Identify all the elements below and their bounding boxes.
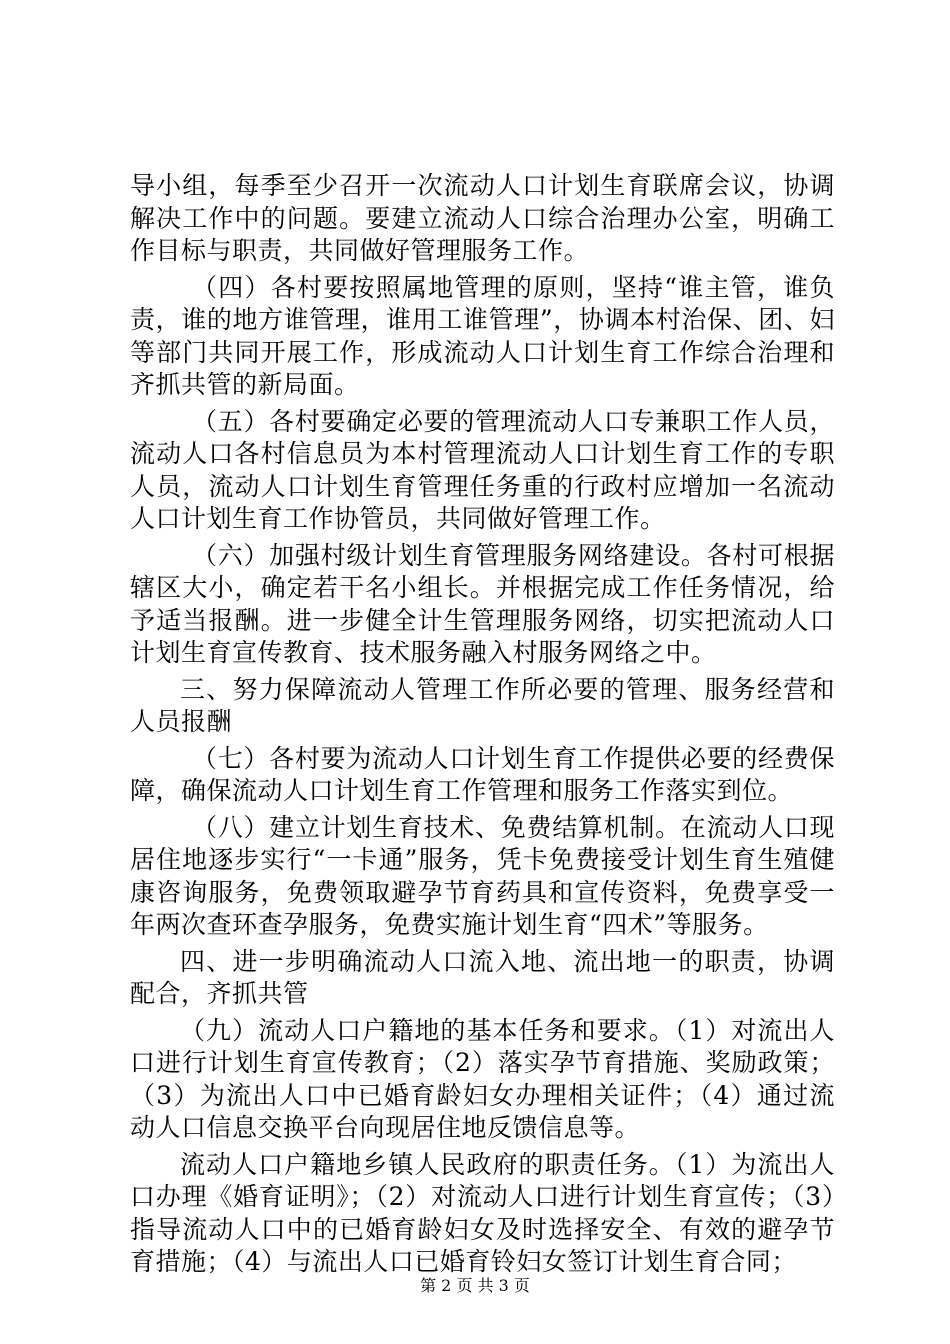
document-body: [130, 170, 835, 1279]
paragraph-item-7: （七）各村要为流动人口计划生育工作提供必要的经费保障，确保流动人口计划生育工作管理和服务工作落实到位。: [130, 743, 835, 805]
paragraph-item-5: （五）各村要确定必要的管理流动人口专兼职工作人员，流动人口各村信息员为本村管理流动人口计划生育工作的专职人员，流动人口计划生育管理任务重的行政村应增加一名流动人口计划生育工作协管员，共同做好管理工作。: [130, 406, 835, 533]
paragraph-continuation: 导小组，每季至少召开一次流动人口计划生育联席会议，协调解决工作中的问题。要建立流动人口综合治理办公室，明确工作目标与职责，共同做好管理服务工作。: [130, 171, 835, 265]
paragraph-item-6: （六）加强村级计划生育管理服务网络建设。各村可根据辖区大小，确定若干名小组长。并根据完成工作任务情况，给予适当报酬。进一步健全计生管理服务网络，切实把流动人口计划生育宣传教育、技术服务融入村服务网络之中。: [130, 540, 835, 667]
page-number-footer: 第 2 页 共 3 页: [420, 1276, 530, 1295]
paragraph-item-9: （九）流动人口户籍地的基本任务和要求。（1）对流出人口进行计划生育宣传教育；（2）落实孕节育措施、奖励政策；（3）为流出人口中已婚育龄妇女办理相关证件；（4）通过流动人口信息交换平台向现居住地反馈信息等。: [130, 1015, 835, 1142]
paragraph-duties: 流动人口户籍地乡镇人民政府的职责任务。（1）为流出人口办理《婚育证明》；（2）对流动人口进行计划生育宣传；（3）指导流动人口中的已婚育龄妇女及时选择安全、有效的避孕节育措施；（4）与流出人口已婚育铃妇女签订计划生育合同；: [130, 1149, 835, 1276]
section-heading-4: 四、进一步明确流动人口流入地、流出地一的职责，协调配合，齐抓共管: [130, 946, 835, 1008]
paragraph-item-4: （四）各村要按照属地管理的原则，坚持“谁主管，谁负责，谁的地方谁管理，谁用工谁管理”，协调本村治保、团、妇等部门共同开展工作，形成流动人口计划生育工作综合治理和齐抓共管的新局面。: [130, 272, 835, 399]
paragraph-item-8: （八）建立计划生育技术、免费结算机制。在流动人口现居住地逐步实行“一卡通”服务，凭卡免费接受计划生育生殖健康咨询服务，免费领取避孕节育药具和宣传资料，免费享受一年两次查环查孕服务，免费实施计划生育“四术”等服务。: [130, 812, 835, 939]
section-heading-3: 三、努力保障流动人管理工作所必要的管理、服务经营和人员报酬: [130, 674, 835, 736]
